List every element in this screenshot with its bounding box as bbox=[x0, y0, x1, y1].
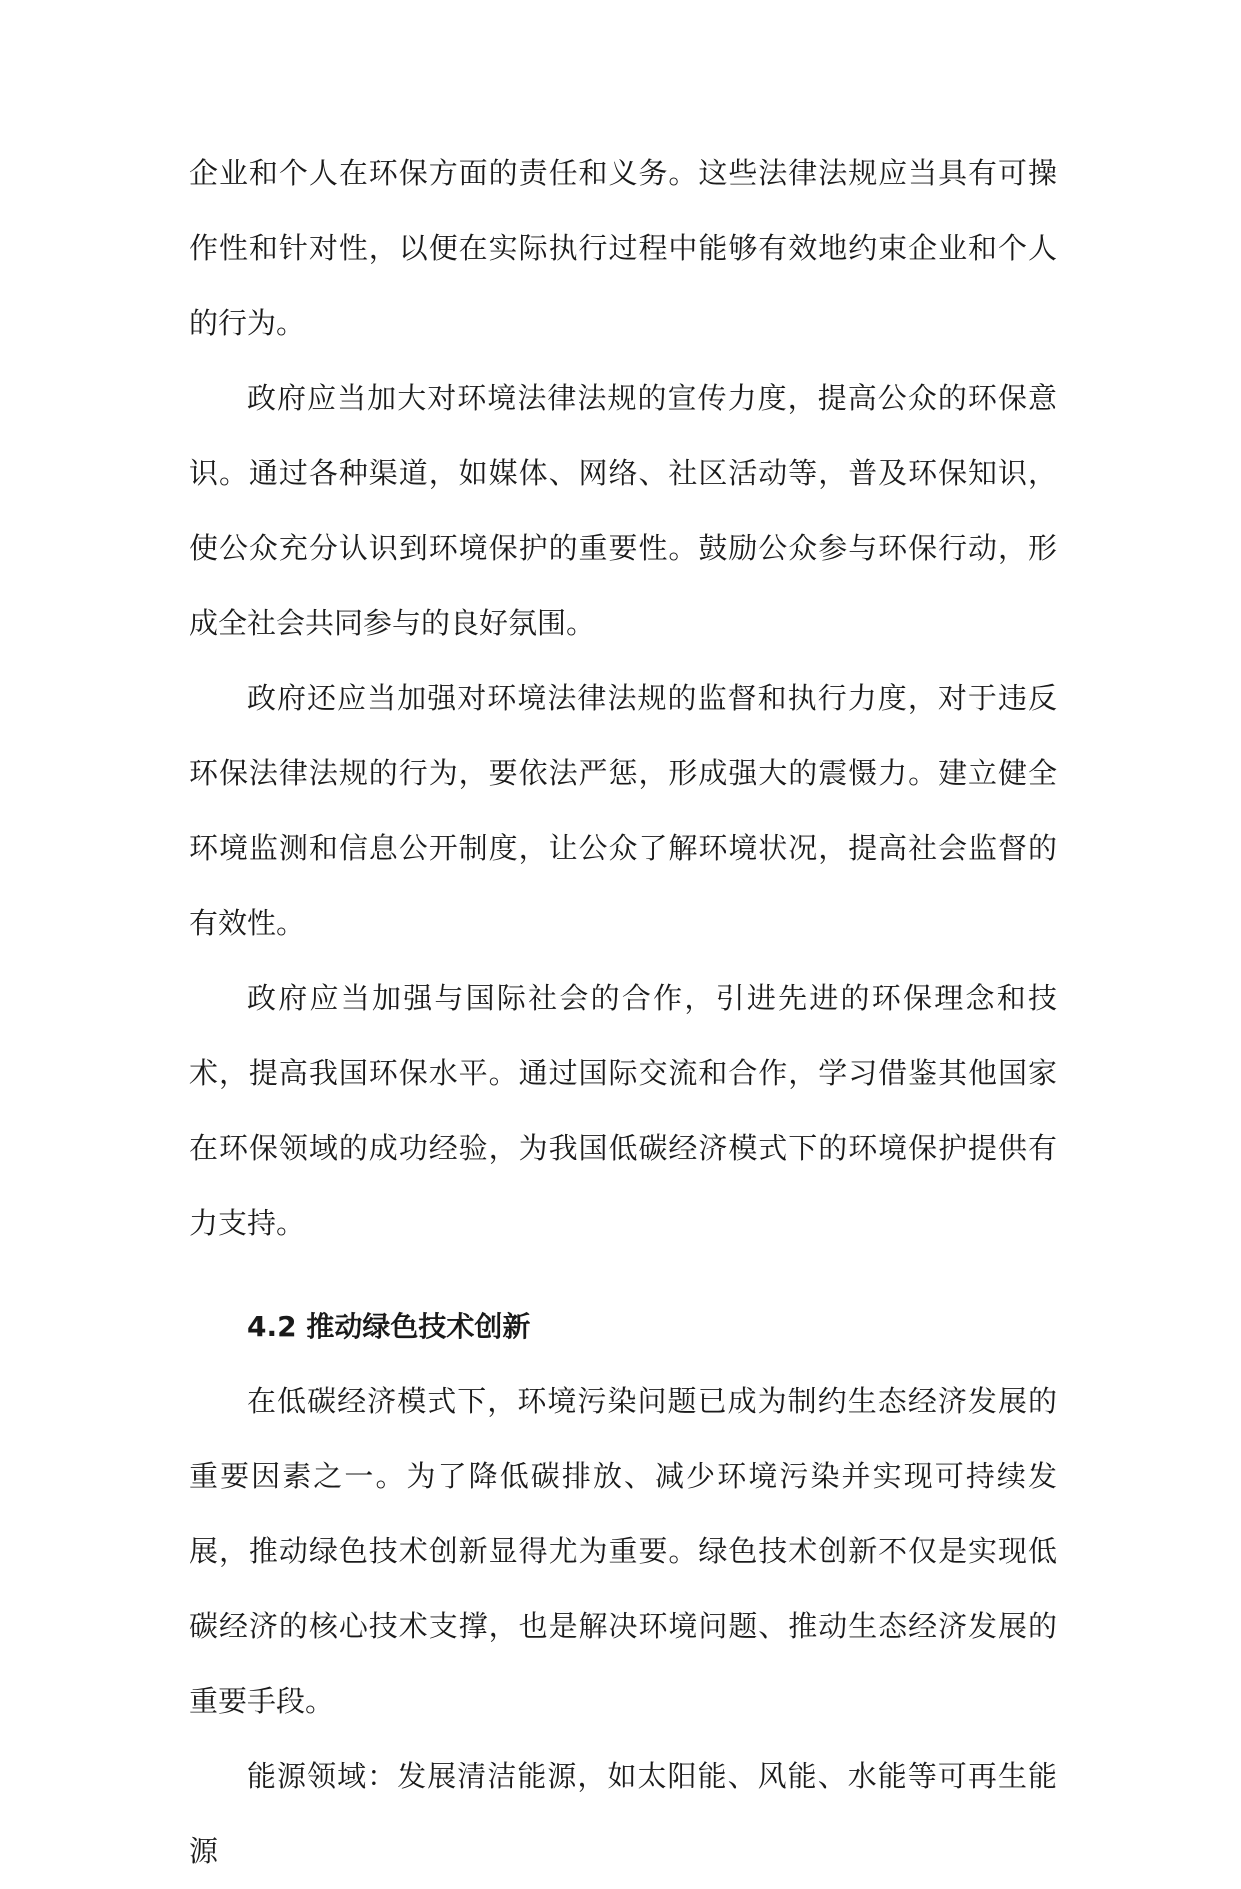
paragraph-continued: 企业和个人在环保方面的责任和义务。这些法律法规应当具有可操作性和针对性，以便在实际执行过程中能够有效地约束企业和个人的行为。 bbox=[189, 156, 1057, 340]
paragraph-international-cooperation: 政府应当加强与国际社会的合作，引进先进的环保理念和技术，提高我国环保水平。通过国际交流和合作，学习借鉴其他国家在环保领域的成功经验，为我国低碳经济模式下的环境保护提供有力支持。 bbox=[189, 981, 1057, 1240]
paragraph-supervision: 政府还应当加强对环境法律法规的监督和执行力度，对于违反环保法律法规的行为，要依法严惩，形成强大的震慑力。建立健全环境监测和信息公开制度，让公众了解环境状况，提高社会监督的有效性。 bbox=[189, 681, 1057, 940]
section-heading: 4.2 推动绿色技术创新 bbox=[247, 1310, 531, 1343]
paragraph-publicity: 政府应当加大对环境法律法规的宣传力度，提高公众的环保意识。通过各种渠道，如媒体、网络、社区活动等，普及环保知识，使公众充分认识到环境保护的重要性。鼓励公众参与环保行动，形成全社会共同参与的良好氛围。 bbox=[189, 381, 1057, 640]
paragraph-energy-field: 能源领域：发展清洁能源，如太阳能、风能、水能等可再生能源 bbox=[189, 1759, 1057, 1868]
document-body bbox=[189, 136, 1057, 1889]
paragraph-green-tech-intro: 在低碳经济模式下，环境污染问题已成为制约生态经济发展的重要因素之一。为了降低碳排放、减少环境污染并实现可持续发展，推动绿色技术创新显得尤为重要。绿色技术创新不仅是实现低碳经济的核心技术支撑，也是解决环境问题、推动生态经济发展的重要手段。 bbox=[189, 1384, 1057, 1718]
